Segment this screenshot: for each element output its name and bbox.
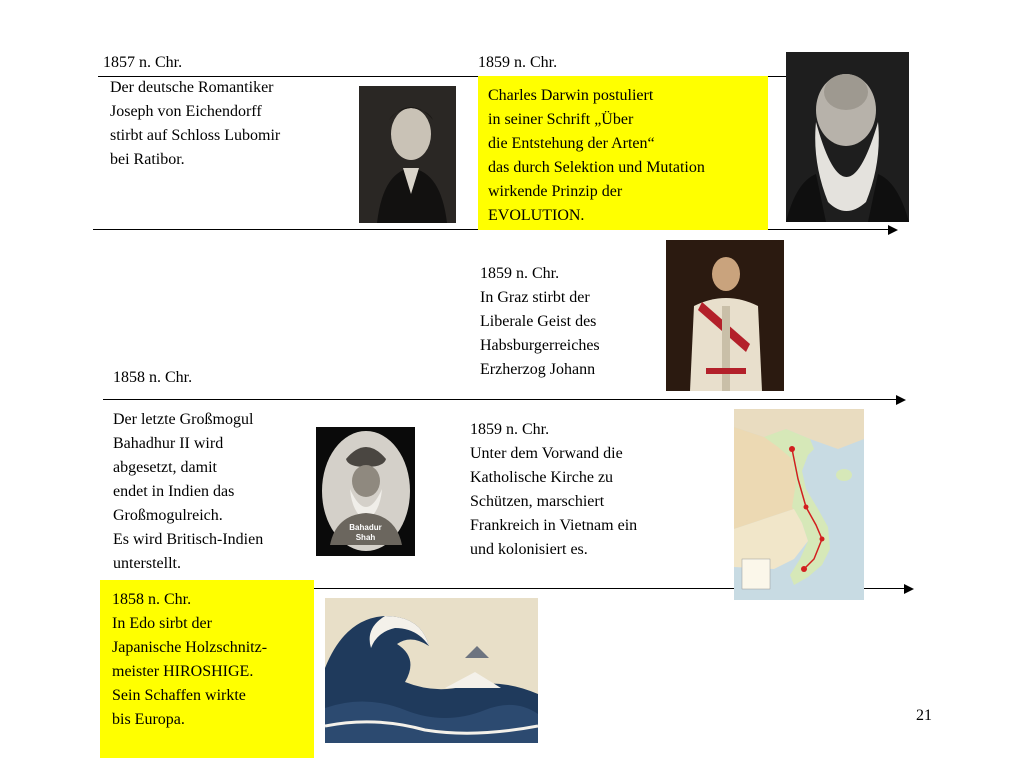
timeline-arrow-2 [103, 399, 896, 400]
date-1858: 1858 n. Chr. [113, 369, 193, 386]
bahadur-text: Der letzte Großmogul Bahadhur II wird abgesetzt, damit endet in Indien das Großmogulreich. Es wird Britisch-Indien unterstellt. [113, 411, 264, 572]
date-1857: 1857 n. Chr. [103, 54, 183, 71]
eichendorff-text: Der deutsche Romantiker Joseph von Eichendorff stirbt auf Schloss Lubomir bei Ratibor. [110, 79, 281, 168]
eichendorff-portrait [359, 86, 456, 223]
vietnam-map [734, 409, 864, 600]
vietnam-text: 1859 n. Chr. Unter dem Vorwand die Katholische Kirche zu Schützen, marschiert Frankreich in Vietnam ein und kolonisiert es. [470, 421, 638, 558]
johann-text: 1859 n. Chr. In Graz stirbt der Liberale Geist des Habsburgerreiches Erzherzog Johann [480, 265, 600, 378]
darwin-portrait [786, 52, 909, 222]
darwin-highlight-box: Charles Darwin postuliert in seiner Schrift „Über die Entstehung der Arten“ das durch Selektion und Mutation wirkende Prinzip der EVOLUTION. [478, 76, 768, 230]
page-number: 21 [916, 707, 932, 724]
arrowhead-icon [904, 584, 914, 594]
date-1859-darwin: 1859 n. Chr. [478, 54, 558, 71]
arrowhead-icon [888, 225, 898, 235]
bahadur-portrait [316, 427, 415, 556]
johann-portrait [666, 240, 784, 391]
great-wave-image [325, 598, 538, 743]
hiroshige-highlight-box: 1858 n. Chr. In Edo sirbt der Japanische Holzschnitz- meister HIROSHIGE. Sein Schaffen wirkte bis Europa. [100, 580, 314, 758]
arrowhead-icon [896, 395, 906, 405]
bahadur-caption: Bahadur Shah [349, 523, 382, 542]
